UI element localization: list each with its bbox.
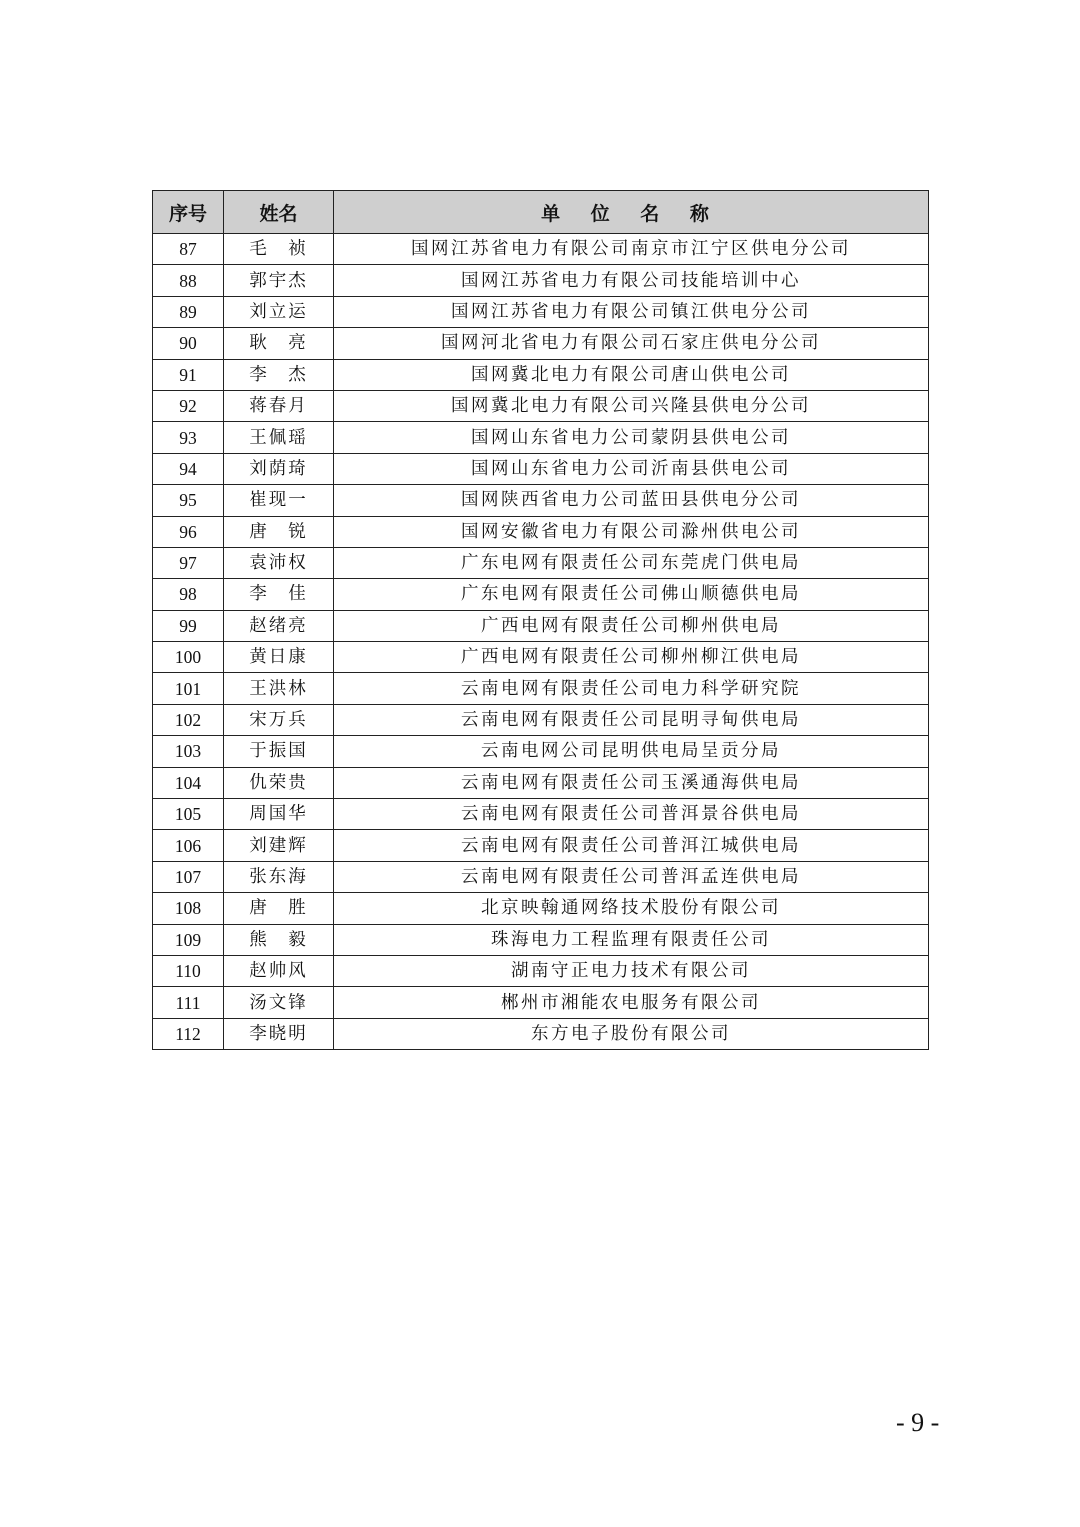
table-row — [153, 547, 929, 578]
table-row — [153, 579, 929, 610]
row-number: 90 — [153, 328, 224, 359]
row-number: 109 — [153, 924, 224, 955]
table-row — [153, 924, 929, 955]
row-name: 唐 胜 — [224, 893, 334, 924]
row-number: 96 — [153, 516, 224, 547]
row-unit: 东方电子股份有限公司 — [334, 1018, 929, 1049]
row-name: 黄日康 — [224, 642, 334, 673]
row-unit: 湖南守正电力技术有限公司 — [334, 955, 929, 986]
row-unit: 广西电网有限责任公司柳州供电局 — [334, 610, 929, 641]
row-number: 100 — [153, 642, 224, 673]
row-unit: 广东电网有限责任公司佛山顺德供电局 — [334, 579, 929, 610]
table-row — [153, 485, 929, 516]
table-header-row — [153, 191, 929, 234]
page-number: - 9 - — [896, 1408, 940, 1437]
row-unit: 云南电网有限责任公司玉溪通海供电局 — [334, 767, 929, 798]
row-name: 刘荫琦 — [224, 453, 334, 484]
row-number: 102 — [153, 704, 224, 735]
table-row — [153, 296, 929, 327]
row-unit: 国网山东省电力公司沂南县供电公司 — [334, 453, 929, 484]
row-unit: 国网江苏省电力有限公司南京市江宁区供电分公司 — [334, 234, 929, 265]
row-number: 110 — [153, 955, 224, 986]
row-name: 仇荣贵 — [224, 767, 334, 798]
row-unit: 国网冀北电力有限公司兴隆县供电分公司 — [334, 390, 929, 421]
row-unit: 云南电网有限责任公司普洱景谷供电局 — [334, 799, 929, 830]
header-unit: 单 位 名 称 — [334, 191, 929, 234]
table-row — [153, 830, 929, 861]
row-number: 112 — [153, 1018, 224, 1049]
row-number: 99 — [153, 610, 224, 641]
row-name: 刘建辉 — [224, 830, 334, 861]
row-number: 97 — [153, 547, 224, 578]
table-row — [153, 767, 929, 798]
row-number: 104 — [153, 767, 224, 798]
header-num: 序号 — [153, 191, 224, 234]
table-row — [153, 516, 929, 547]
table-body — [153, 234, 929, 1050]
row-number: 105 — [153, 799, 224, 830]
table-row — [153, 610, 929, 641]
table-row — [153, 673, 929, 704]
row-name: 赵帅风 — [224, 955, 334, 986]
row-unit: 国网冀北电力有限公司唐山供电公司 — [334, 359, 929, 390]
table-row — [153, 799, 929, 830]
row-name: 崔现一 — [224, 485, 334, 516]
table-row — [153, 265, 929, 296]
row-name: 张东海 — [224, 861, 334, 892]
row-unit: 郴州市湘能农电服务有限公司 — [334, 987, 929, 1018]
table-row — [153, 736, 929, 767]
row-unit: 国网河北省电力有限公司石家庄供电分公司 — [334, 328, 929, 359]
row-unit: 云南电网有限责任公司昆明寻甸供电局 — [334, 704, 929, 735]
row-name: 耿 亮 — [224, 328, 334, 359]
row-name: 李 佳 — [224, 579, 334, 610]
row-name: 王洪林 — [224, 673, 334, 704]
row-number: 106 — [153, 830, 224, 861]
row-name: 郭宇杰 — [224, 265, 334, 296]
row-number: 108 — [153, 893, 224, 924]
row-unit: 云南电网有限责任公司电力科学研究院 — [334, 673, 929, 704]
row-name: 唐 锐 — [224, 516, 334, 547]
row-number: 88 — [153, 265, 224, 296]
row-name: 熊 毅 — [224, 924, 334, 955]
row-unit: 广东电网有限责任公司东莞虎门供电局 — [334, 547, 929, 578]
row-number: 87 — [153, 234, 224, 265]
row-name: 周国华 — [224, 799, 334, 830]
table-row — [153, 704, 929, 735]
row-name: 毛 祯 — [224, 234, 334, 265]
row-unit: 国网山东省电力公司蒙阴县供电公司 — [334, 422, 929, 453]
row-number: 107 — [153, 861, 224, 892]
row-unit: 珠海电力工程监理有限责任公司 — [334, 924, 929, 955]
row-number: 91 — [153, 359, 224, 390]
table-row — [153, 861, 929, 892]
table-row — [153, 453, 929, 484]
row-name: 袁沛权 — [224, 547, 334, 578]
row-unit: 云南电网有限责任公司普洱孟连供电局 — [334, 861, 929, 892]
table-row — [153, 359, 929, 390]
row-name: 刘立运 — [224, 296, 334, 327]
row-name: 李晓明 — [224, 1018, 334, 1049]
row-name: 蒋春月 — [224, 390, 334, 421]
row-unit: 广西电网有限责任公司柳州柳江供电局 — [334, 642, 929, 673]
row-number: 94 — [153, 453, 224, 484]
row-number: 111 — [153, 987, 224, 1018]
row-name: 李 杰 — [224, 359, 334, 390]
row-name: 王佩瑶 — [224, 422, 334, 453]
row-name: 赵绪亮 — [224, 610, 334, 641]
row-unit: 云南电网有限责任公司普洱江城供电局 — [334, 830, 929, 861]
row-name: 于振国 — [224, 736, 334, 767]
row-unit: 国网陕西省电力公司蓝田县供电分公司 — [334, 485, 929, 516]
row-number: 103 — [153, 736, 224, 767]
table-row — [153, 234, 929, 265]
row-name: 宋万兵 — [224, 704, 334, 735]
table-row — [153, 390, 929, 421]
table-row — [153, 955, 929, 986]
table-row — [153, 987, 929, 1018]
row-unit: 国网江苏省电力有限公司技能培训中心 — [334, 265, 929, 296]
row-unit: 北京映翰通网络技术股份有限公司 — [334, 893, 929, 924]
row-name: 汤文锋 — [224, 987, 334, 1018]
table-row — [153, 422, 929, 453]
row-unit: 云南电网公司昆明供电局呈贡分局 — [334, 736, 929, 767]
row-number: 93 — [153, 422, 224, 453]
table-row — [153, 893, 929, 924]
row-unit: 国网江苏省电力有限公司镇江供电分公司 — [334, 296, 929, 327]
row-number: 95 — [153, 485, 224, 516]
row-number: 101 — [153, 673, 224, 704]
header-name: 姓名 — [224, 191, 334, 234]
table-row — [153, 642, 929, 673]
row-number: 98 — [153, 579, 224, 610]
roster-table — [152, 190, 929, 1050]
table-row — [153, 1018, 929, 1049]
row-number: 92 — [153, 390, 224, 421]
row-number: 89 — [153, 296, 224, 327]
row-unit: 国网安徽省电力有限公司滁州供电公司 — [334, 516, 929, 547]
table-row — [153, 328, 929, 359]
